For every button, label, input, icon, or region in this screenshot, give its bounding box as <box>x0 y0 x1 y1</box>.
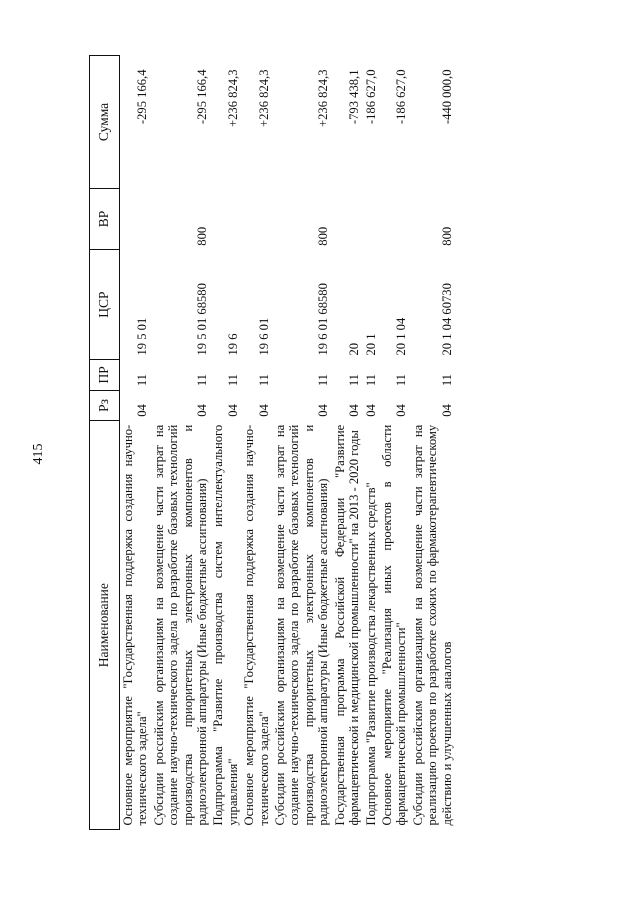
budget-table <box>89 55 455 830</box>
cell-csr: 20 1 04 <box>394 317 409 356</box>
cell-vr <box>379 188 410 249</box>
cell-rz: 04 <box>316 404 331 417</box>
cell-sum: +236 824,3 <box>225 69 240 127</box>
cell-pr: 11 <box>256 374 271 387</box>
page-number: 415 <box>31 443 46 465</box>
cell-name: Субсидии российским организациям на возмещение части затрат на создание научно-технического задела по разработке базовых технологий производства приоритетных электронных компонентов и радиоэлектронной аппаратуры (Иные бюджетные ассигнования) <box>273 424 331 826</box>
cell-csr: 19 6 01 68580 <box>316 283 331 356</box>
cell-pr: 11 <box>195 374 210 387</box>
header-rz: Рз <box>90 390 120 421</box>
cell-name: Подпрограмма "Развитие производства лекарственных средств" <box>363 482 378 826</box>
table-row <box>241 56 272 830</box>
table-row <box>410 56 455 830</box>
cell-sum: -295 166,4 <box>135 69 150 125</box>
cell-pr: 11 <box>347 374 362 387</box>
header-pr: ПР <box>90 360 120 391</box>
cell-name: Государственная программа Российской Федерации "Развитие фармацевтической и медицинской промышленности" на 2013 - 2020 годы <box>332 424 362 826</box>
cell-rz: 04 <box>394 404 409 417</box>
table-header-row <box>90 56 120 830</box>
table-row <box>151 56 211 830</box>
cell-name: Основное мероприятие "Государственная поддержка создания научно-технического задела" <box>121 424 150 826</box>
cell-vr <box>120 188 151 249</box>
table-row <box>210 56 241 830</box>
cell-rz: 04 <box>363 404 378 417</box>
cell-name: Основное мероприятие "Государственная поддержка создания научно-технического задела" <box>242 424 271 826</box>
cell-sum: +236 824,3 <box>316 69 331 127</box>
cell-csr: 20 1 <box>363 333 378 356</box>
cell-csr: 19 5 01 68580 <box>195 283 210 356</box>
cell-pr: 11 <box>394 374 409 387</box>
header-csr: ЦСР <box>90 250 120 360</box>
cell-rz: 04 <box>225 404 240 417</box>
table-row <box>363 56 379 830</box>
cell-vr <box>210 188 241 249</box>
cell-csr: 20 1 04 60730 <box>439 283 454 356</box>
cell-rz: 04 <box>439 404 454 417</box>
cell-rz: 04 <box>256 404 271 417</box>
cell-sum: -793 438,1 <box>347 69 362 125</box>
cell-rz: 04 <box>195 404 210 417</box>
cell-pr: 11 <box>135 374 150 387</box>
table-row <box>272 56 332 830</box>
cell-sum: -440 000,0 <box>439 69 454 125</box>
cell-csr: 19 5 01 <box>135 317 150 356</box>
cell-csr: 19 6 01 <box>256 317 271 356</box>
cell-name: Субсидии российским организациям на возмещение части затрат на реализацию проектов по разработке схожих по фармакотерапевтическому действию и улучшенных аналогов <box>410 424 454 826</box>
cell-sum: -186 627,0 <box>394 69 409 125</box>
cell-pr: 11 <box>363 374 378 387</box>
cell-pr: 11 <box>225 374 240 387</box>
cell-vr: 800 <box>316 226 331 246</box>
cell-vr <box>241 188 272 249</box>
table-row <box>120 56 151 830</box>
table-row <box>332 56 363 830</box>
header-name: Наименование <box>90 421 120 830</box>
table-row <box>379 56 410 830</box>
cell-name: Основное мероприятие "Реализация иных проектов в области фармацевтической промышленности" <box>379 424 409 826</box>
header-vr: ВР <box>90 188 120 249</box>
cell-name: Подпрограмма "Развитие производства систем интеллектуального управления" <box>211 424 240 826</box>
cell-pr: 11 <box>439 374 454 387</box>
rotated-table-container <box>89 55 594 830</box>
cell-vr <box>363 188 379 249</box>
cell-rz: 04 <box>347 404 362 417</box>
cell-vr: 800 <box>439 226 454 246</box>
cell-pr: 11 <box>316 374 331 387</box>
cell-sum: -295 166,4 <box>195 69 210 125</box>
cell-name: Субсидии российским организациям на возмещение части затрат на создание научно-технического задела по разработке базовых технологий производства приоритетных электронных компонентов и радиоэлектронной аппаратуры (Иные бюджетные ассигнования) <box>151 424 210 826</box>
cell-sum: -186 627,0 <box>363 69 378 125</box>
cell-sum: +236 824,3 <box>256 69 271 127</box>
cell-csr: 19 6 <box>225 333 240 356</box>
header-sum: Сумма <box>90 56 120 189</box>
cell-rz: 04 <box>135 404 150 417</box>
cell-vr: 800 <box>195 226 210 246</box>
cell-csr: 20 <box>347 342 362 356</box>
cell-vr <box>332 188 363 249</box>
